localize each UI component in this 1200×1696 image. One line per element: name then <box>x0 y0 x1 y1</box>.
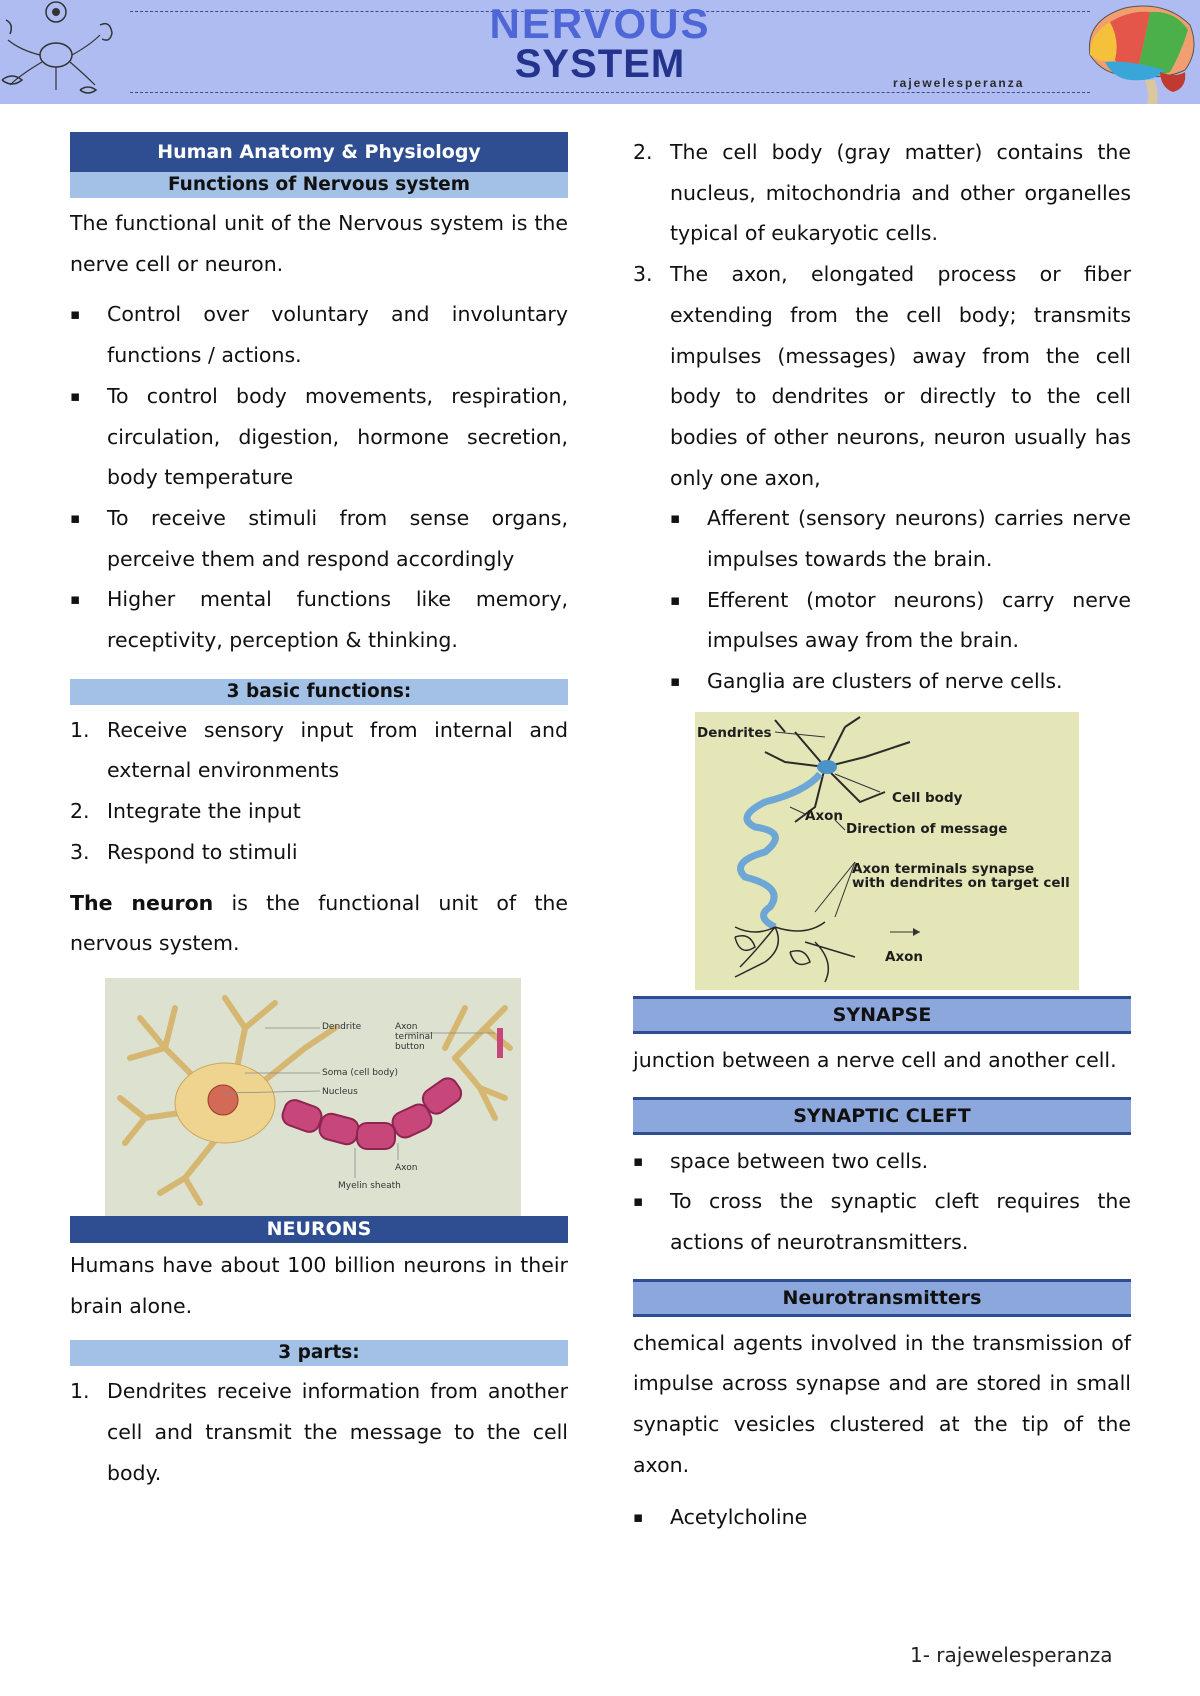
synapse-bar: SYNAPSE <box>633 996 1131 1034</box>
list-item: ▪ Higher mental functions like memory, receptivity, perception & thinking. <box>70 579 568 660</box>
list-item: ▪ Acetylcholine <box>633 1497 1131 1538</box>
label-axon: Axon <box>805 807 844 824</box>
list-item: ▪ To receive stimuli from sense organs, perceive them and respond accordingly <box>70 498 568 579</box>
label-terminals-1: Axon terminals synapse <box>852 860 1035 877</box>
label-dendrites: Dendrites <box>697 724 772 741</box>
label-soma: Soma (cell body) <box>322 1067 398 1078</box>
label-axon-2: Axon <box>885 948 924 965</box>
synapse-paragraph: junction between a nerve cell and another cell. <box>633 1047 1117 1072</box>
list-item: ▪ Control over voluntary and involuntary functions / actions. <box>70 294 568 375</box>
label-direction: Direction of message <box>846 820 1008 837</box>
label-axon: Axon <box>395 1162 418 1173</box>
header-dash-bottom <box>130 92 1090 93</box>
list-item: ▪ Efferent (motor neurons) carry nerve impulses away from the brain. <box>670 580 1131 661</box>
right-column <box>633 132 1131 1538</box>
list-item: ▪ space between two cells. <box>633 1141 1131 1182</box>
label-dendrite: Dendrite <box>322 1021 362 1032</box>
parts-bar: 3 parts: <box>70 1340 568 1366</box>
neurotransmitters-paragraph: chemical agents involved in the transmission of impulse across synapse and are stored in small synaptic vesicles clustered at the tip of the axon. <box>633 1330 1131 1477</box>
intro-paragraph: The functional unit of the Nervous system is the nerve cell or neuron. <box>70 211 568 276</box>
list-item: ▪ To control body movements, respiration, circulation, digestion, hormone secretion, body temperature <box>70 376 568 498</box>
neurotransmitters-bar: Neurotransmitters <box>633 1279 1131 1317</box>
axon-sublist <box>670 498 1131 702</box>
neurons-paragraph: Humans have about 100 billion neurons in their brain alone. <box>70 1252 568 1318</box>
list-item: 3. The axon, elongated process or fiber extending from the cell body; transmits impulses (messages) away from the cell body to dendrites or directly to the cell bodies of other neurons, neuron usually has only one axon, ▪ Afferent (sensory neurons) carries nerve impulses towards the brain. ▪ Efferent (motor neurons) carry nerve impulses away from the brain. ▪ Ganglia are clusters of nerve cells. <box>633 254 1131 702</box>
synaptic-cleft-bar: SYNAPTIC CLEFT <box>633 1097 1131 1135</box>
brain-illustration <box>1075 0 1200 104</box>
neurotransmitters-list <box>633 1497 1131 1538</box>
header-banner <box>0 0 1200 104</box>
list-item: 2. Integrate the input <box>70 799 301 824</box>
title-system: SYSTEM <box>514 42 686 86</box>
label-cell-body: Cell body <box>892 789 963 806</box>
list-item: 2. The cell body (gray matter) contains the nucleus, mitochondria and other organelles typical of eukaryotic cells. <box>633 140 1131 246</box>
course-bar: Human Anatomy & Physiology <box>70 132 568 172</box>
label-nucleus: Nucleus <box>322 1086 358 1097</box>
parts-list <box>70 1371 568 1493</box>
neuron-diagram-art <box>105 978 521 1216</box>
list-item: ▪ Afferent (sensory neurons) carries nerve impulses towards the brain. <box>670 498 1131 579</box>
neuron-synapse-diagram <box>695 712 1079 990</box>
label-axon-terminal: Axon terminal button <box>395 1021 433 1052</box>
header-author: rajewelesperanza <box>893 76 1025 90</box>
parts-list-continued <box>633 132 1131 702</box>
title-nervous: NERVOUS <box>489 0 711 47</box>
list-item: ▪ To cross the synaptic cleft requires the actions of neurotransmitters. <box>633 1181 1131 1262</box>
page-footer: 1- rajewelesperanza <box>910 1643 1113 1667</box>
list-item: 3. Respond to stimuli <box>70 839 298 864</box>
list-item: ▪ Ganglia are clusters of nerve cells. <box>670 661 1131 702</box>
label-myelin: Myelin sheath <box>338 1180 401 1191</box>
neuron-paragraph: The neuron is the functional unit of the nervous system. <box>70 890 568 956</box>
functions-bar: Functions of Nervous system <box>70 172 568 198</box>
list-item: 1. Receive sensory input from internal and external environments <box>70 717 568 783</box>
functions-list <box>70 294 568 660</box>
neuron-diagram <box>105 978 521 1216</box>
basic-functions-list <box>70 710 568 873</box>
list-item: 1. Dendrites receive information from another cell and transmit the message to the cell body. <box>70 1379 568 1485</box>
basic-functions-bar: 3 basic functions: <box>70 679 568 705</box>
label-terminals-2: with dendrites on target cell <box>852 874 1070 891</box>
neurons-bar: NEURONS <box>70 1216 568 1243</box>
synaptic-cleft-list <box>633 1141 1131 1263</box>
left-column <box>70 132 568 1493</box>
